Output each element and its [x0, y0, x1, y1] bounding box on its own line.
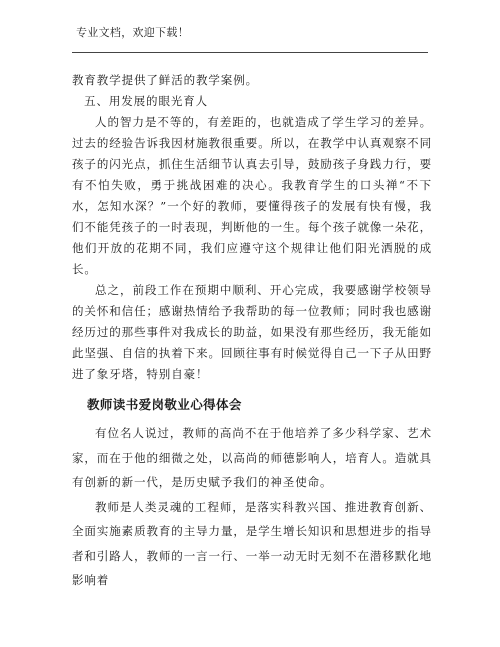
- body-paragraph-1: 人的智力是不等的，有差距的，也就造成了学生学习的差异。过去的经验告诉我因材施教很重要。所以，在教学中认真观察不同孩子的闪光点，抓住生活细节认真去引导，鼓励孩子身践力行，要有不怕失败，勇于挑战困难的决心。我教育学生的口头禅“不下水，怎知水深？”一个好的教师，要懂得孩子的发展有快有慢，我们不能凭孩子的一时表现，判断他的一生。每个孩子就像一朵花，他们开放的花期不同，我们应遵守这个规律让他们阳光洒脱的成长。: [72, 115, 432, 276]
- section-heading: 五、用发展的眼光育人: [84, 94, 209, 108]
- article-paragraph-1: 有位名人说过，教师的高尚不在于他培养了多少科学家、艺术家，而在于他的细微之处，以高尚的师德影响人，培育人。造就具有创新的新一代，是历史赋予我们的神圣使命。: [72, 426, 432, 489]
- header-divider: [72, 52, 428, 53]
- article-paragraph-2: 教师是人类灵魂的工程师，是落实科教兴国、推进教育创新、全面实施素质教育的主导力量，是学生增长知识和思想进步的指导者和引路人，教师的一言一行、一举一动无时无刻不在潜移默化地影响着: [72, 499, 432, 587]
- article-title: 教师读书爱岗敬业心得体会: [87, 397, 242, 412]
- body-paragraph-2: 总之，前段工作在预期中顺利、开心完成，我要感谢学校领导的关怀和信任；感谢热情给予我帮助的每一位教师；同时我也感谢经历过的那些事件对我成长的助益，如果没有那些经历，我无能如此坚强、自信的执着下来。回顾往事有时候觉得自己一下子从田野进了象牙塔，特别自豪！: [72, 283, 432, 381]
- page-header-text: 专业文档，欢迎下载！: [76, 26, 189, 39]
- document-body: [72, 70, 432, 593]
- lead-line: 教育教学提供了鲜活的教学案例。: [72, 73, 258, 87]
